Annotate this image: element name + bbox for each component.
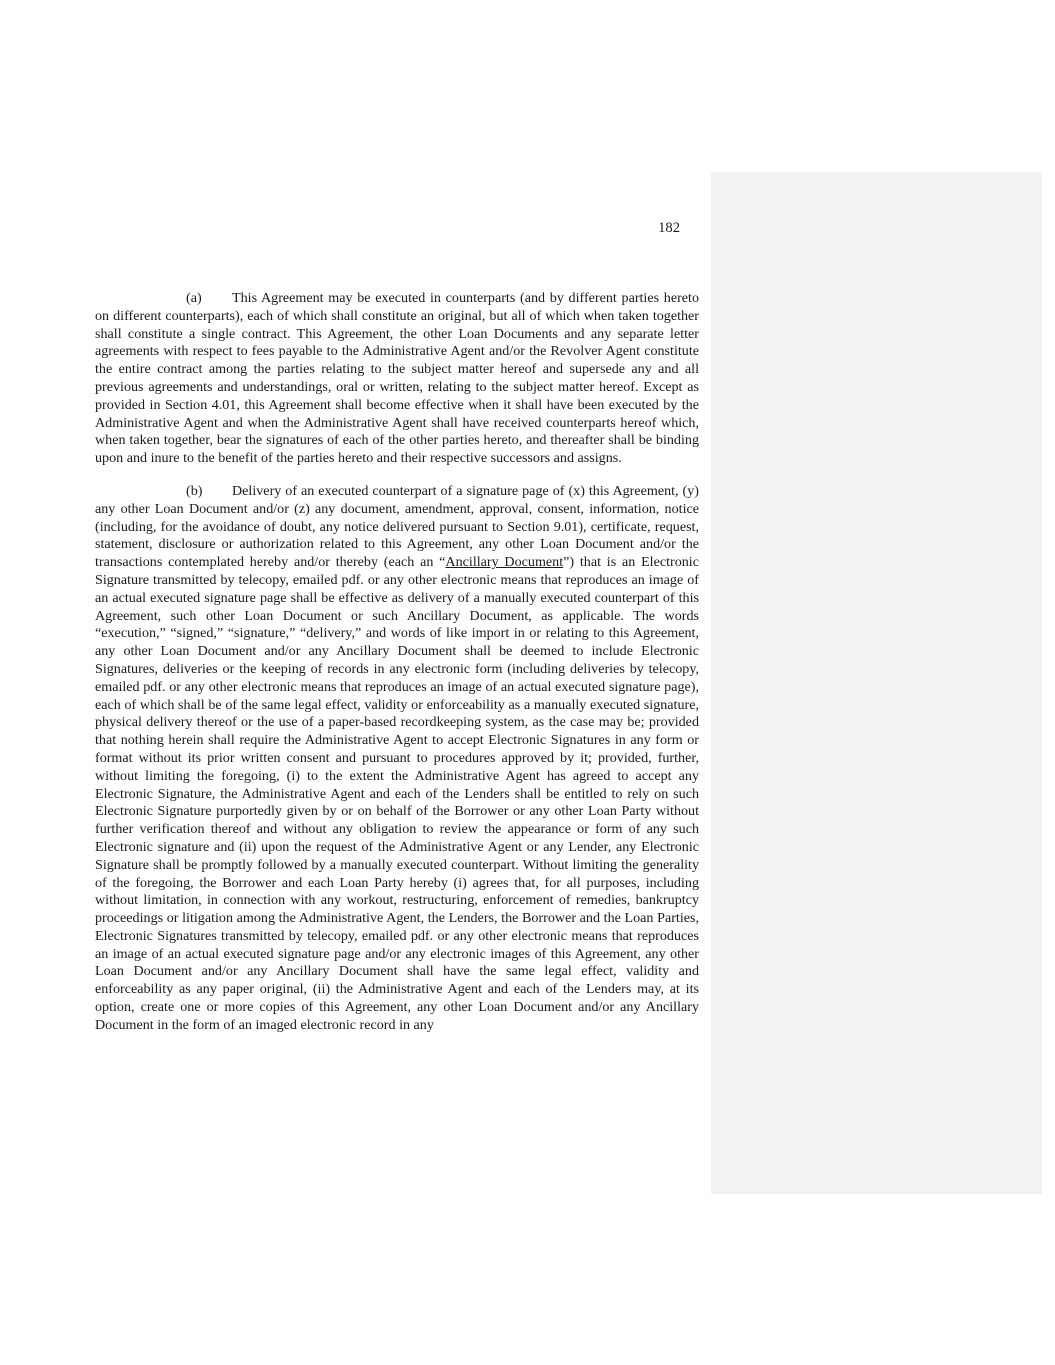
- document-body: [95, 290, 699, 1050]
- page-number: 182: [658, 220, 680, 236]
- paragraph-text: This Agreement may be executed in counterparts (and by different parties hereto on different counterparts), each of which shall constitute an original, but all of which when taken together shall constitute a single contract. This Agreement, the other Loan Documents and any separate letter agreements with respect to fees payable to the Administrative Agent and/or the Revolver Agent constitute the entire contract among the parties relating to the subject matter hereof and supersede any and all previous agreements and understandings, oral or written, relating to the subject matter hereof. Except as provided in Section 4.01, this Agreement shall become effective when it shall have been executed by the Administrative Agent and when the Administrative Agent shall have received counterparts hereof which, when taken together, bear the signatures of each of the other parties hereto, and thereafter shall be binding upon and inure to the benefit of the parties hereto and their respective successors and assigns.: [95, 290, 699, 467]
- paragraph-text-continued: ”) that is an Electronic Signature transmitted by telecopy, emailed pdf. or any other electronic means that reproduces an image of an actual executed signature page shall be effective as delivery of a manually executed counterpart of this Agreement, such other Loan Document or such Ancillary Document, as applicable. The words “execution,” “signed,” “signature,” “delivery,” and words of like import in or relating to this Agreement, any other Loan Document and/or any Ancillary Document shall be deemed to include Electronic Signatures, deliveries or the keeping of records in any electronic form (including deliveries by telecopy, emailed pdf. or any other electronic means that reproduces an image of an actual executed signature page), each of which shall be of the same legal effect, validity or enforceability as a manually executed signature, physical delivery thereof or the use of a paper-based recordkeeping system, as the case may be; provided that nothing herein shall require the Administrative Agent to accept Electronic Signatures in any form or format without its prior written consent and pursuant to procedures approved by it; provided, further, without limiting the foregoing, (i) to the extent the Administrative Agent has agreed to accept any Electronic Signature, the Administrative Agent and each of the Lenders shall be entitled to rely on such Electronic Signature purportedly given by or on behalf of the Borrower or any other Loan Party without further verification thereof and without any obligation to review the appearance or form of any such Electronic signature and (ii) upon the request of the Administrative Agent or any Lender, any Electronic Signature shall be promptly followed by a manually executed counterpart. Without limiting the generality of the foregoing, the Borrower and each Loan Party hereby (i) agrees that, for all purposes, including without limitation, in connection with any workout, restructuring, enforcement of remedies, bankruptcy proceedings or litigation among the Administrative Agent, the Lenders, the Borrower and the Loan Parties, Electronic Signatures transmitted by telecopy, emailed pdf. or any other electronic means that reproduces an image of an actual executed signature page and/or any electronic images of this Agreement, any other Loan Document and/or any Ancillary Document shall have the same legal effect, validity and enforceability as any paper original, (ii) the Administrative Agent and each of the Lenders may, at its option, create one or more copies of this Agreement, any other Loan Document and/or any Ancillary Document in the form of an imaged electronic record in any: [95, 554, 699, 1033]
- paragraph-text: Delivery of an executed counterpart of a signature page of (x) this Agreement, (y) any other Loan Document and/or (z) any document, amendment, approval, consent, information, notice (including, for the avoidance of doubt, any notice delivered pursuant to Section 9.01), certificate, request, statement, disclosure or authorization related to this Agreement, any other Loan Document and/or the transactions contemplated hereby and/or thereby (each an “: [95, 482, 699, 571]
- defined-term-ancillary-document: Ancillary Document: [445, 554, 564, 571]
- paragraph-b: [95, 483, 699, 1035]
- paragraph-a: [95, 290, 699, 468]
- comment-margin-pane: [711, 172, 1042, 1194]
- paragraph-label: (a): [186, 290, 202, 306]
- paragraph-label: (b): [186, 482, 203, 499]
